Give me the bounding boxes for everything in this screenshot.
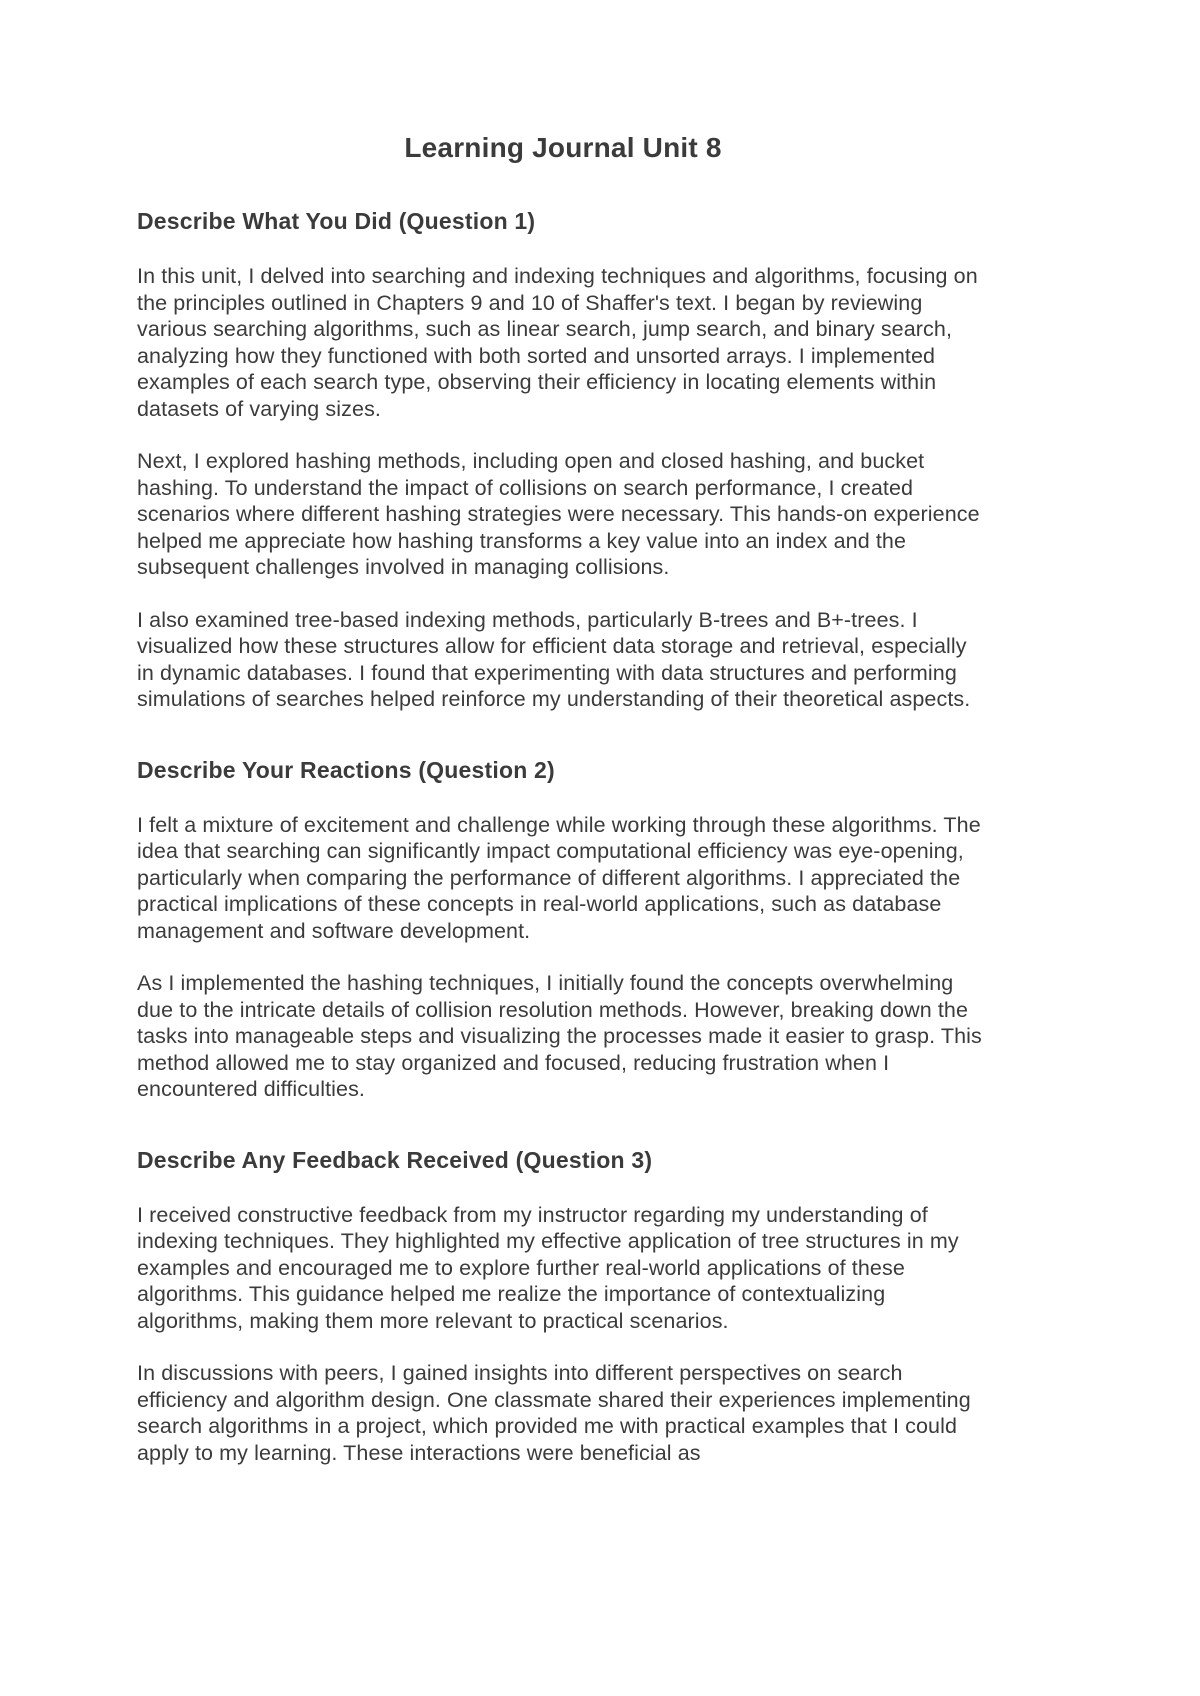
paragraph: I received constructive feedback from my instructor regarding my understanding of indexing techniques. They highlighted my effective application of tree structures in my examples and encouraged me to explore further real-world applications of these algorithms. This guidance helped me realize the importance of contextualizing algorithms, making them more relevant to practical scenarios. xyxy=(137,1202,959,1333)
section-heading-question-2: Describe Your Reactions (Question 2) xyxy=(137,756,555,783)
paragraph: In discussions with peers, I gained insights into different perspectives on search efficiency and algorithm design. One classmate shared their experiences implementing search algorithms in a project, which provided me with practical examples that I could apply to my learning. These interactions were beneficial as xyxy=(137,1361,971,1465)
paragraph: Next, I explored hashing methods, including open and closed hashing, and bucket hashing. To understand the impact of collisions on search performance, I created scenarios where different hashing strategies were necessary. This hands-on experience helped me appreciate how hashing transforms a key value into an index and the subsequent challenges involved in managing collisions. xyxy=(137,449,980,579)
section-heading-question-3: Describe Any Feedback Received (Question 3) xyxy=(137,1146,653,1173)
document-title: Learning Journal Unit 8 xyxy=(404,132,722,163)
section-heading-question-1: Describe What You Did (Question 1) xyxy=(137,208,536,234)
paragraph: I felt a mixture of excitement and challenge while working through these algorithms. The idea that searching can significantly impact computational efficiency was eye-opening, particularly when comparing the performance of different algorithms. I appreciated the practical implications of these concepts in real-world applications, such as database management and software development. xyxy=(137,812,981,943)
paragraph: In this unit, I delved into searching and indexing techniques and algorithms, focusing on the principles outlined in Chapters 9 and 10 of Shaffer's text. I began by reviewing various searching algorithms, such as linear search, jump search, and binary search, analyzing how they functioned with both sorted and unsorted arrays. I implemented examples of each search type, observing their efficiency in locating elements within datasets of varying sizes. xyxy=(137,264,978,421)
paragraph: As I implemented the hashing techniques, I initially found the concepts overwhelming due to the intricate details of collision resolution methods. However, breaking down the tasks into manageable steps and visualizing the processes made it easier to grasp. This method allowed me to stay organized and focused, reducing frustration when I encountered difficulties. xyxy=(137,971,982,1101)
paragraph: I also examined tree-based indexing methods, particularly B-trees and B+-trees. I visualized how these structures allow for efficient data storage and retrieval, especially in dynamic databases. I found that experimenting with data structures and performing simulations of searches helped reinforce my understanding of their theoretical aspects. xyxy=(137,607,971,711)
document-content xyxy=(137,132,989,1466)
